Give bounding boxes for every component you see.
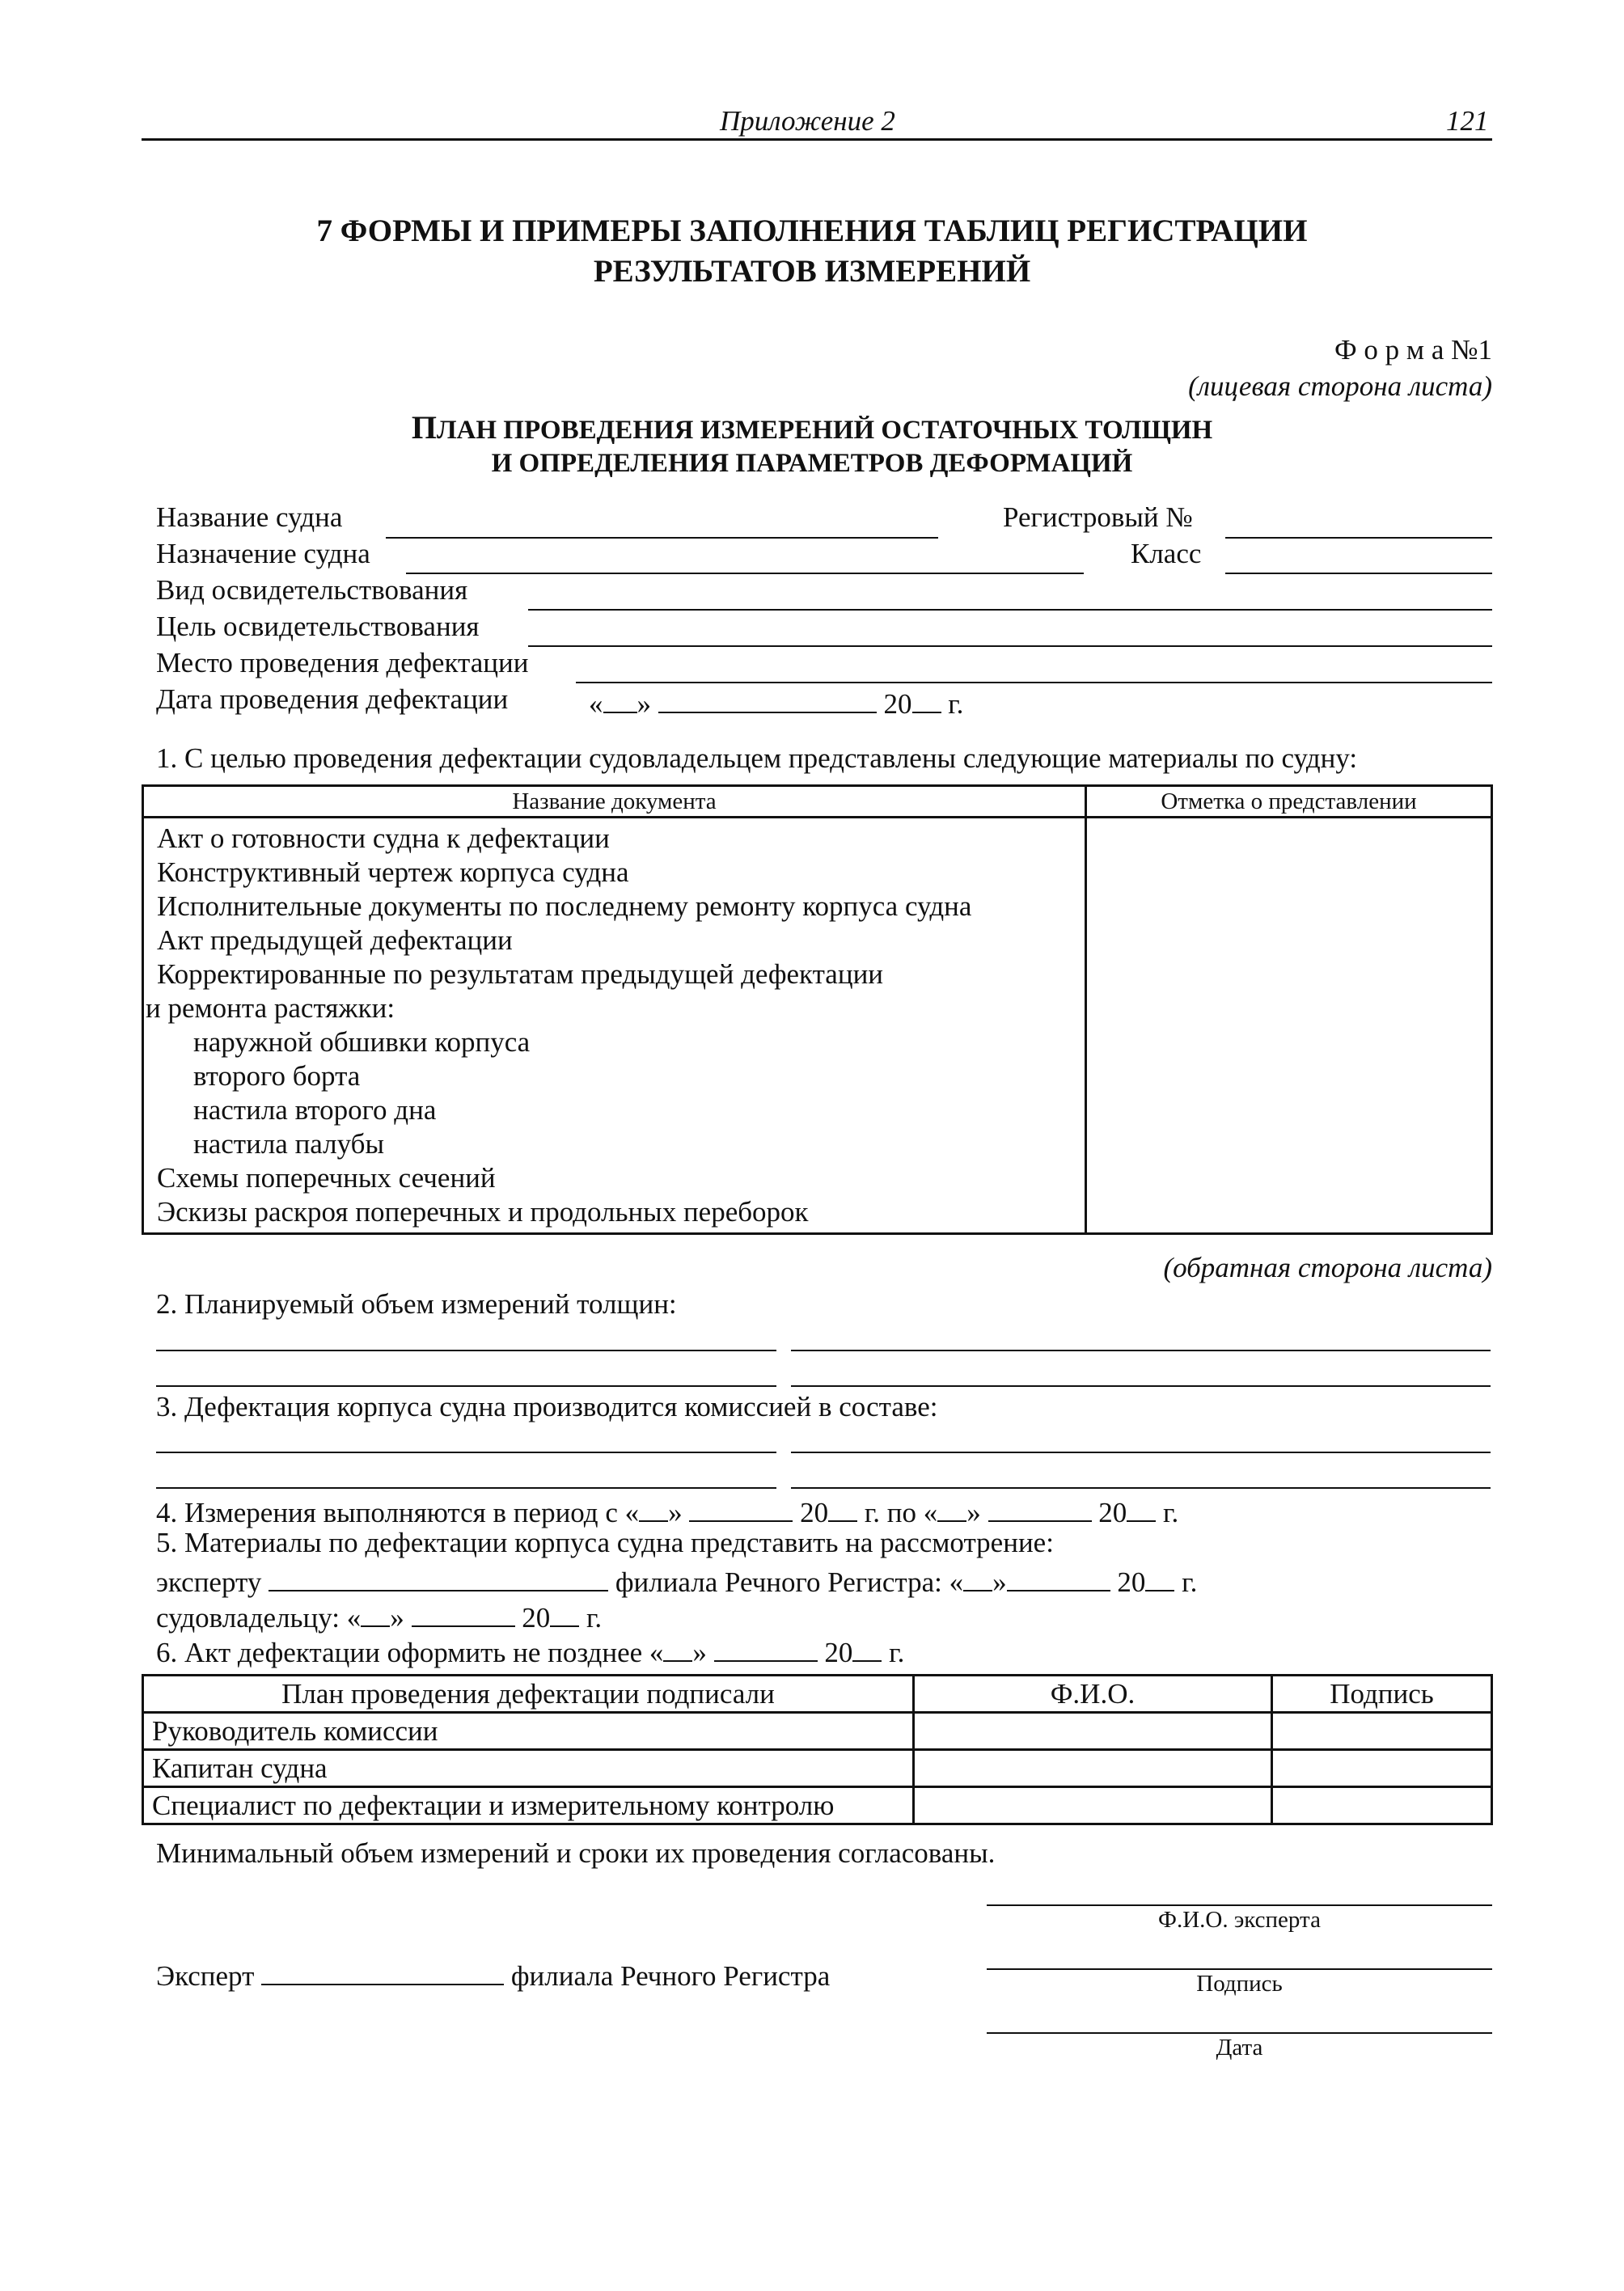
fio-cell[interactable] xyxy=(914,1750,1272,1787)
quote-close: » xyxy=(636,688,651,720)
date-label: Дата проведения дефектации xyxy=(156,683,509,715)
blank-line[interactable] xyxy=(156,1487,776,1489)
appendix-label: Приложение 2 xyxy=(720,105,895,137)
s5-text: » xyxy=(390,1602,404,1634)
blank-line[interactable] xyxy=(156,1385,776,1387)
year-blank[interactable] xyxy=(1127,1492,1156,1522)
list-item: Акт предыдущей дефектации xyxy=(157,924,513,956)
role-cell: Капитан судна xyxy=(143,1750,914,1787)
list-item: Исполнительные документы по последнему ремонту корпуса судна xyxy=(157,890,972,922)
expert-date-line[interactable] xyxy=(987,2032,1492,2034)
expert-blank[interactable] xyxy=(261,1955,504,1985)
blank-line[interactable] xyxy=(791,1350,1491,1351)
date-field[interactable] xyxy=(589,683,963,721)
role-cell: Руководитель комиссии xyxy=(143,1713,914,1750)
class-field[interactable] xyxy=(1225,573,1492,574)
list-item: и ремонта растяжки: xyxy=(146,992,395,1024)
col-mark-header: Отметка о представлении xyxy=(1086,786,1492,818)
list-item: настила второго дна xyxy=(193,1094,437,1126)
s4-text: 4. Измерения выполняются в период с « xyxy=(156,1497,640,1528)
month-blank[interactable] xyxy=(988,1492,1092,1522)
list-item: наружной обшивки корпуса xyxy=(193,1026,531,1058)
blank-line[interactable] xyxy=(791,1487,1491,1489)
blank-line[interactable] xyxy=(791,1385,1491,1387)
section5-owner-line xyxy=(156,1597,602,1634)
month-blank[interactable] xyxy=(689,1492,793,1522)
s6-text: 6. Акт дефектации оформить не позднее « xyxy=(156,1637,664,1668)
survey-purpose-label: Цель освидетельствования xyxy=(156,611,480,642)
vessel-name-field[interactable] xyxy=(386,537,938,539)
table-row xyxy=(143,1787,1492,1824)
expert-fio-caption: Ф.И.О. эксперта xyxy=(1158,1907,1321,1933)
page-title-line1: 7 ФОРМЫ И ПРИМЕРЫ ЗАПОЛНЕНИЯ ТАБЛИЦ РЕГИСТРАЦИИ xyxy=(316,213,1308,248)
list-item: настила палубы xyxy=(193,1128,384,1160)
agreed-text: Минимальный объем измерений и сроки их проведения согласованы. xyxy=(156,1837,996,1869)
expert-line xyxy=(156,1955,830,1993)
fio-cell[interactable] xyxy=(914,1713,1272,1750)
class-label: Класс xyxy=(1131,538,1202,569)
table-row xyxy=(143,1713,1492,1750)
s4-text: 20 xyxy=(1098,1497,1127,1528)
documents-list xyxy=(143,818,1086,1234)
year-blank[interactable] xyxy=(828,1492,857,1522)
year-prefix: 20 xyxy=(883,688,912,720)
section6-line xyxy=(156,1632,904,1669)
day-blank[interactable] xyxy=(603,683,637,713)
back-side-note: (обратная сторона листа) xyxy=(1163,1252,1492,1283)
year-suffix: г. xyxy=(948,688,964,720)
section1-text: 1. С целью проведения дефектации судовладельцем представлены следующие материалы по судну: xyxy=(156,742,1358,774)
mark-cell[interactable] xyxy=(1086,818,1492,1234)
s5-text: 20 xyxy=(522,1602,551,1634)
page-title-line2: РЕЗУЛЬТАТОВ ИЗМЕРЕНИЙ xyxy=(593,254,1031,289)
quote-open: « xyxy=(589,688,603,720)
s4-text: » xyxy=(668,1497,683,1528)
s5-text: г. xyxy=(1182,1566,1198,1598)
year-blank[interactable] xyxy=(852,1632,882,1662)
survey-purpose-field[interactable] xyxy=(528,645,1492,647)
s4-text: » xyxy=(966,1497,981,1528)
month-blank[interactable] xyxy=(658,683,877,713)
survey-type-field[interactable] xyxy=(528,609,1492,611)
s5-text: судовладельцу: « xyxy=(156,1602,362,1634)
list-item: Схемы поперечных сечений xyxy=(157,1162,496,1194)
survey-type-label: Вид освидетельствования xyxy=(156,574,468,606)
expert-signature-caption: Подпись xyxy=(1196,1971,1283,1997)
year-blank[interactable] xyxy=(550,1597,579,1627)
signature-cell[interactable] xyxy=(1272,1750,1492,1787)
day-blank[interactable] xyxy=(937,1492,966,1522)
s6-text: 20 xyxy=(824,1637,853,1668)
signature-table xyxy=(142,1674,1493,1825)
section4-line xyxy=(156,1492,1178,1529)
s5-text: 20 xyxy=(1117,1566,1146,1598)
list-item: Корректированные по результатам предыдущей дефектации xyxy=(157,958,884,990)
blank-line[interactable] xyxy=(156,1452,776,1453)
s5-text: филиала Речного Регистра: « xyxy=(615,1566,964,1598)
col-fio-header: Ф.И.О. xyxy=(914,1676,1272,1713)
s6-text: г. xyxy=(889,1637,905,1668)
blank-line[interactable] xyxy=(156,1350,776,1351)
form-heading-rest: ЛАН ПРОВЕДЕНИЯ ИЗМЕРЕНИЙ ОСТАТОЧНЫХ ТОЛЩИН xyxy=(436,416,1213,445)
form-heading-initial: П xyxy=(411,409,437,446)
month-blank[interactable] xyxy=(1007,1562,1110,1591)
s4-text: г. по « xyxy=(864,1497,938,1528)
s4-text: г. xyxy=(1163,1497,1179,1528)
s5-text: » xyxy=(992,1566,1007,1598)
reg-number-field[interactable] xyxy=(1225,537,1492,539)
s5-text: г. xyxy=(586,1602,603,1634)
section5-text: 5. Материалы по дефектации корпуса судна представить на рассмотрение: xyxy=(156,1527,1054,1558)
list-item: Конструктивный чертеж корпуса судна xyxy=(157,856,629,888)
year-blank[interactable] xyxy=(1145,1562,1174,1591)
fio-cell[interactable] xyxy=(914,1787,1272,1824)
expert-date-caption: Дата xyxy=(1216,2035,1263,2061)
header-rule xyxy=(142,138,1492,141)
s6-text: » xyxy=(692,1637,707,1668)
role-cell: Специалист по дефектации и измерительному контролю xyxy=(143,1787,914,1824)
expert-text: Эксперт xyxy=(156,1960,255,1992)
form-number: Ф о р м а №1 xyxy=(1334,334,1492,366)
section3-text: 3. Дефектация корпуса судна производится комиссией в составе: xyxy=(156,1391,938,1422)
expert-text: филиала Речного Регистра xyxy=(510,1960,831,1992)
list-item: Акт о готовности судна к дефектации xyxy=(157,822,610,854)
signature-cell[interactable] xyxy=(1272,1787,1492,1824)
form-heading-line1 xyxy=(0,408,1624,446)
day-blank[interactable] xyxy=(663,1632,692,1662)
expert-signature-line[interactable] xyxy=(987,1968,1492,1970)
documents-table xyxy=(142,784,1493,1235)
month-blank[interactable] xyxy=(412,1597,515,1627)
vessel-name-label: Название судна xyxy=(156,501,343,533)
col-signature-header: Подпись xyxy=(1272,1676,1492,1713)
vessel-purpose-label: Назначение судна xyxy=(156,538,370,569)
list-item: второго борта xyxy=(193,1060,361,1092)
s5-text: эксперту xyxy=(156,1566,262,1598)
expert-name-blank[interactable] xyxy=(269,1562,608,1591)
s4-text: 20 xyxy=(800,1497,829,1528)
blank-line[interactable] xyxy=(791,1452,1491,1453)
table-row xyxy=(143,1750,1492,1787)
col-signed-header: План проведения дефектации подписали xyxy=(143,1676,914,1713)
expert-fio-line[interactable] xyxy=(987,1904,1492,1906)
month-blank[interactable] xyxy=(714,1632,818,1662)
reg-number-label: Регистровый № xyxy=(1003,501,1193,533)
signature-cell[interactable] xyxy=(1272,1713,1492,1750)
page-number: 121 xyxy=(1446,105,1489,137)
day-blank[interactable] xyxy=(639,1492,668,1522)
form-heading-line2: И ОПРЕДЕЛЕНИЯ ПАРАМЕТРОВ ДЕФОРМАЦИЙ xyxy=(491,449,1133,478)
vessel-purpose-field[interactable] xyxy=(406,573,1084,574)
col-document-header: Название документа xyxy=(143,786,1086,818)
day-blank[interactable] xyxy=(361,1597,390,1627)
list-item: Эскизы раскроя поперечных и продольных переборок xyxy=(157,1196,809,1228)
section5-expert-line xyxy=(156,1562,1197,1599)
year-blank[interactable] xyxy=(912,683,941,713)
front-side-note: (лицевая сторона листа) xyxy=(1188,370,1492,402)
day-blank[interactable] xyxy=(963,1562,992,1591)
section2-text: 2. Планируемый объем измерений толщин: xyxy=(156,1288,677,1320)
place-label: Место проведения дефектации xyxy=(156,647,529,678)
